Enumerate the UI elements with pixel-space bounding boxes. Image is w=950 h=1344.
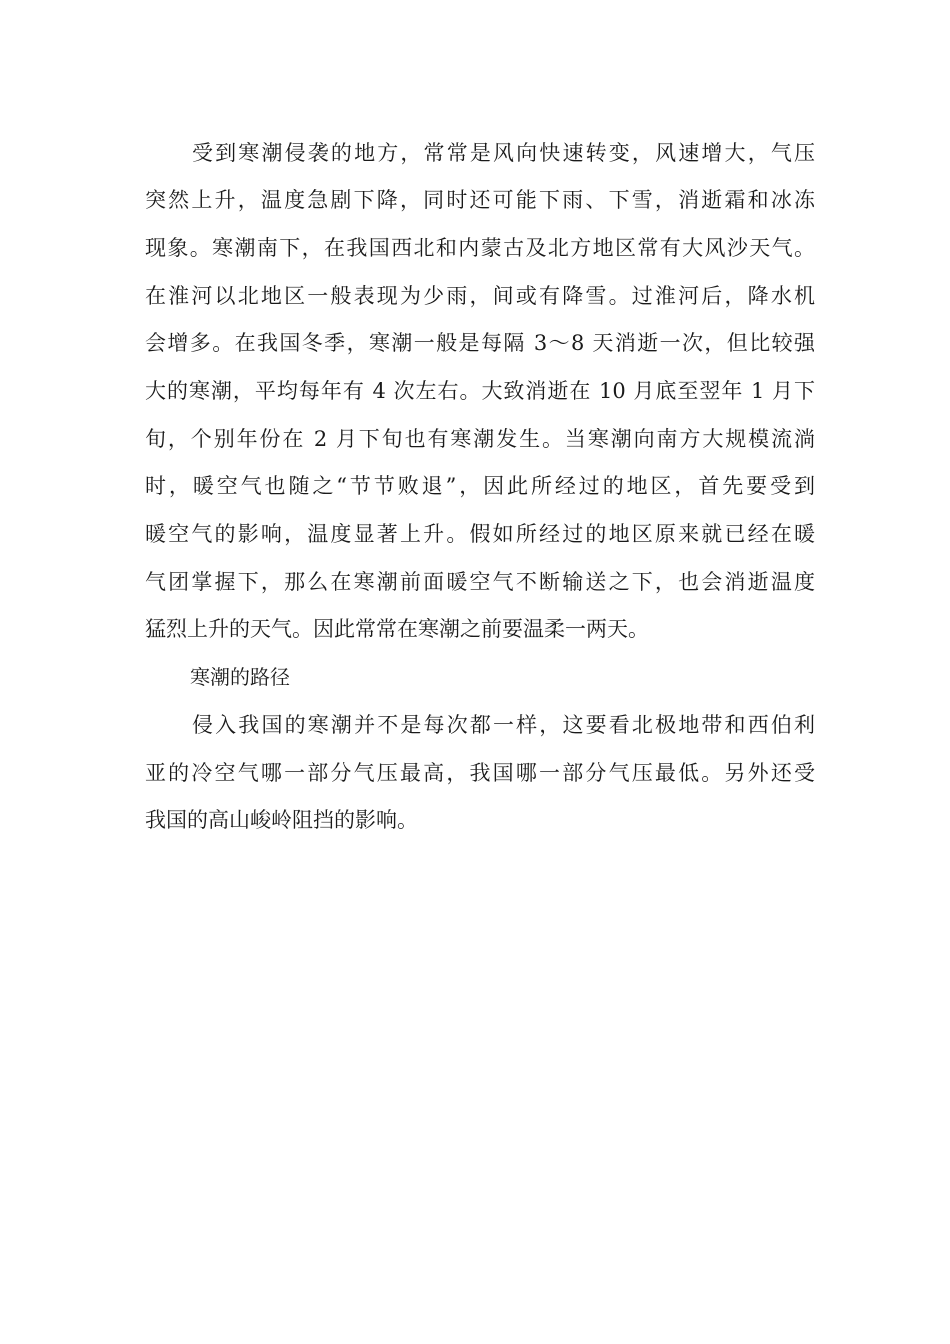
paragraph-1-line-11: 猛烈上升的天气。因此常常在寒潮之前要温柔一两天。 xyxy=(145,617,649,641)
paragraph-2-line-3: 我国的高山峻岭阻挡的影响。 xyxy=(145,808,418,832)
paragraph-1-line-5: 会增多。在我国冬季，寒潮一般是每隔 3～8 天消逝一次，但比较强 xyxy=(145,331,815,355)
paragraph-2-line-1: 侵入我国的寒潮并不是每次都一样，这要看北极地带和西伯利 xyxy=(192,713,815,737)
paragraph-1-line-3: 现象。寒潮南下，在我国西北和内蒙古及北方地区常有大风沙天气。 xyxy=(145,236,815,260)
paragraph-2-line-2: 亚的冷空气哪一部分气压最高，我国哪一部分气压最低。另外还受 xyxy=(145,761,815,785)
paragraph-1-line-9: 暖空气的影响，温度显著上升。假如所经过的地区原来就已经在暖 xyxy=(145,522,815,546)
paragraph-1-line-4: 在淮河以北地区一般表现为少雨，间或有降雪。过淮河后，降水机 xyxy=(145,284,815,308)
paragraph-1-line-6: 大的寒潮，平均每年有 4 次左右。大致消逝在 10 月底至翌年 1 月下 xyxy=(145,379,815,403)
paragraph-1-line-1: 受到寒潮侵袭的地方，常常是风向快速转变，风速增大，气压 xyxy=(192,141,815,165)
paragraph-1-line-7: 旬，个别年份在 2 月下旬也有寒潮发生。当寒潮向南方大规模流淌 xyxy=(145,427,815,451)
paragraph-1-line-2: 突然上升，温度急剧下降，同时还可能下雨、下雪，消逝霜和冰冻 xyxy=(145,188,815,212)
section-heading: 寒潮的路径 xyxy=(190,665,290,689)
paragraph-1-line-10: 气团掌握下，那么在寒潮前面暖空气不断输送之下，也会消逝温度 xyxy=(145,570,815,594)
paragraph-1-line-8: 时，暖空气也随之“节节败退”，因此所经过的地区，首先要受到 xyxy=(145,474,815,498)
